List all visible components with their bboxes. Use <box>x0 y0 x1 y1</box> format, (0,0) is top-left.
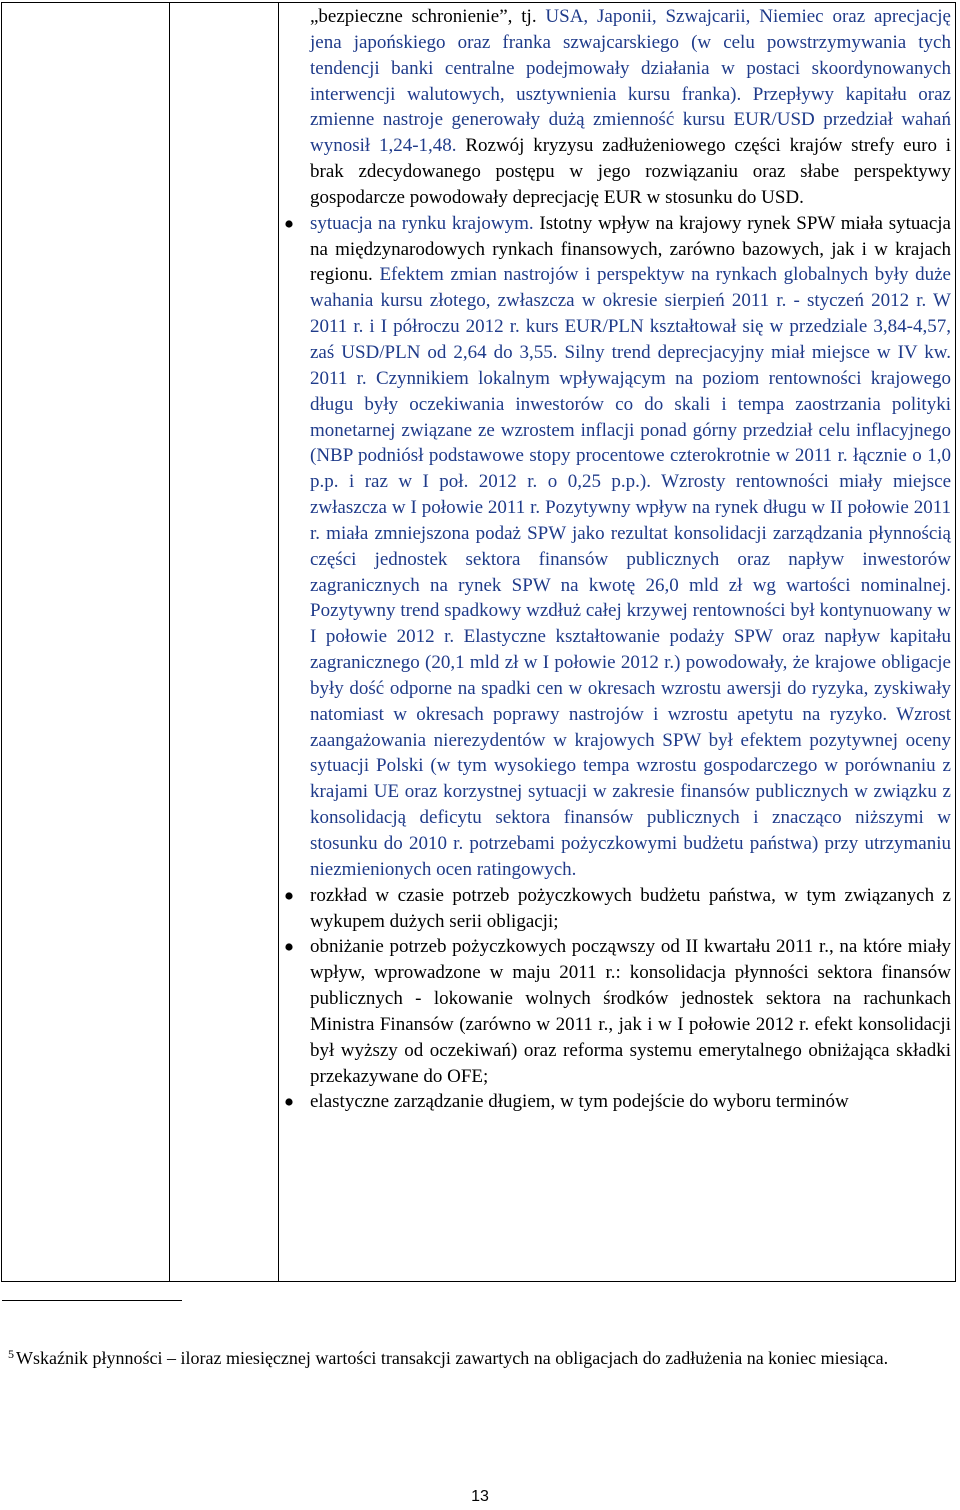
intro-paragraph <box>310 4 951 211</box>
bullet-icon <box>284 1089 294 1115</box>
list-item <box>310 211 951 883</box>
table-column-divider <box>278 3 279 1281</box>
footnote-text: Wskaźnik płynności – iloraz miesięcznej wartości transakcji zawartych na obligacjach do zadłużenia na koniec miesiąca. <box>16 1348 889 1368</box>
bullet-text-a: sytuacja na rynku krajowym. <box>310 212 534 234</box>
footnote-number: 5 <box>8 1347 14 1361</box>
table-column-divider <box>169 3 170 1281</box>
bullet-text: elastyczne zarządzanie długiem, w tym podejście do wyboru terminów <box>310 1091 849 1113</box>
list-item <box>310 1089 951 1115</box>
bullet-text: rozkład w czasie potrzeb pożyczkowych budżetu państwa, w tym związanych z wykupem dużych serii obligacji; <box>310 884 951 932</box>
list-item <box>310 934 951 1089</box>
intro-text-c: Rozwój kryzysu zadłużeniowego części krajów strefy euro i brak zdecydowanego postępu w jego rozwiązaniu oraz słabe perspektywy gospodarcze powodowały deprecjację EUR w stosunku do USD. <box>310 135 952 208</box>
list-item <box>310 883 951 935</box>
bullet-icon <box>284 211 294 237</box>
bullet-icon <box>284 934 294 960</box>
intro-text-b: USA, Japonii, Szwajcarii, Niemiec oraz aprecjację jena japońskiego oraz franka szwajcarskiego (w celu powstrzymywania tych tendencji banki centralne podejmowały działania w postaci skoordynowanych interwencji walutowych, usztywnienia kursu franka). Przepływy kapitału oraz zmienne nastroje generowały dużą zmienność kursu EUR/USD przedział wahań wynosił 1,24-1,48. <box>310 6 951 157</box>
bullet-list <box>310 211 951 1116</box>
main-text-column <box>310 4 951 1115</box>
footnote <box>8 1340 948 1373</box>
bullet-text-c: Efektem zmian nastrojów i perspektyw na rynkach globalnych były duże wahania kursu złotego, zwłaszcza w okresie sierpień 2011 r. - styczeń 2012 r. W 2011 r. i I półroczu 2012 r. kurs EUR/PLN kształtował się w przedziale 3,84-4,57, zaś USD/PLN od 2,64 do 3,55. Silny trend deprecjacyjny miał miejsce w IV kw. 2011 r. Czynnikiem lokalnym wpływającym na poziom rentowności krajowego długu były oczekiwania inwestorów co do skali i tempa zaostrzania polityki monetarnej związane ze wzrostem inflacji ponad górny przedział celu inflacyjnego (NBP podniósł podstawowe stopy procentowe czterokrotnie w 2011 r. łącznie o 1,0 p.p. i raz w I poł. 2012 r. o 0,25 p.p.). Wzrosty rentowności miały miejsce zwłaszcza w I połowie 2011 r. Pozytywny wpływ na rynek długu w II połowie 2011 r. miała zmniejszona podaż SPW jako rezultat konsolidacji zarządzania płynnością części jednostek sektora finansów publicznych oraz napływ inwestorów zagranicznych na rynek SPW na kwotę 26,0 mld zł wg wartości nominalnej. Pozytywny trend spadkowy wzdłuż całej krzywej rentowności był kontynuowany w I połowie 2012 r. Elastyczne kształtowanie podaży SPW oraz napływ kapitału zagranicznego (20,1 mld zł w I połowie 2012 r.) powodowały, że krajowe obligacje były dość odporne na spadki cen w okresach wzrostu awersji do ryzyka, zyskiwały natomiast w okresach poprawy nastrojów i wzrostu apetytu na ryzyko. Wzrost zaangażowania nierezydentów w krajowych SPW był efektem pozytywnej oceny sytuacji Polski (w tym wysokiego tempa wzrostu gospodarczego w porównaniu z krajami UE oraz korzystnej sytuacji w zakresie finansów publicznych w związku z konsolidacją deficytu sektora finansów publicznych i znacząco niższymi w stosunku do 2010 r. potrzebami pożyczkowymi budżetu państwa) przy utrzymaniu niezmienionych ocen ratingowych. <box>310 264 951 880</box>
intro-text-a: „bezpieczne schronienie”, tj. <box>310 6 546 27</box>
footnote-separator <box>2 1300 182 1301</box>
bullet-text-b: Istotny wpływ na krajowy rynek SPW miała sytuacja na międzynarodowych rynkach finansowych, zarówno bazowych, jak i w krajach regionu. <box>310 212 951 286</box>
bullet-text: obniżanie potrzeb pożyczkowych począwszy od II kwartału 2011 r., na które miały wpływ, wprowadzone w maju 2011 r.: konsolidacja płynności sektora finansów publicznych - lokowanie wolnych środków jednostek sektora na rachunkach Ministra Finansów (zarówno w 2011 r., jak i w I połowie 2012 r. efekt konsolidacji był wyższy od oczekiwań) oraz reforma systemu emerytalnego obniżająca składki przekazywane do OFE; <box>310 936 951 1087</box>
bullet-icon <box>284 883 294 909</box>
page-number: 13 <box>471 1488 489 1505</box>
